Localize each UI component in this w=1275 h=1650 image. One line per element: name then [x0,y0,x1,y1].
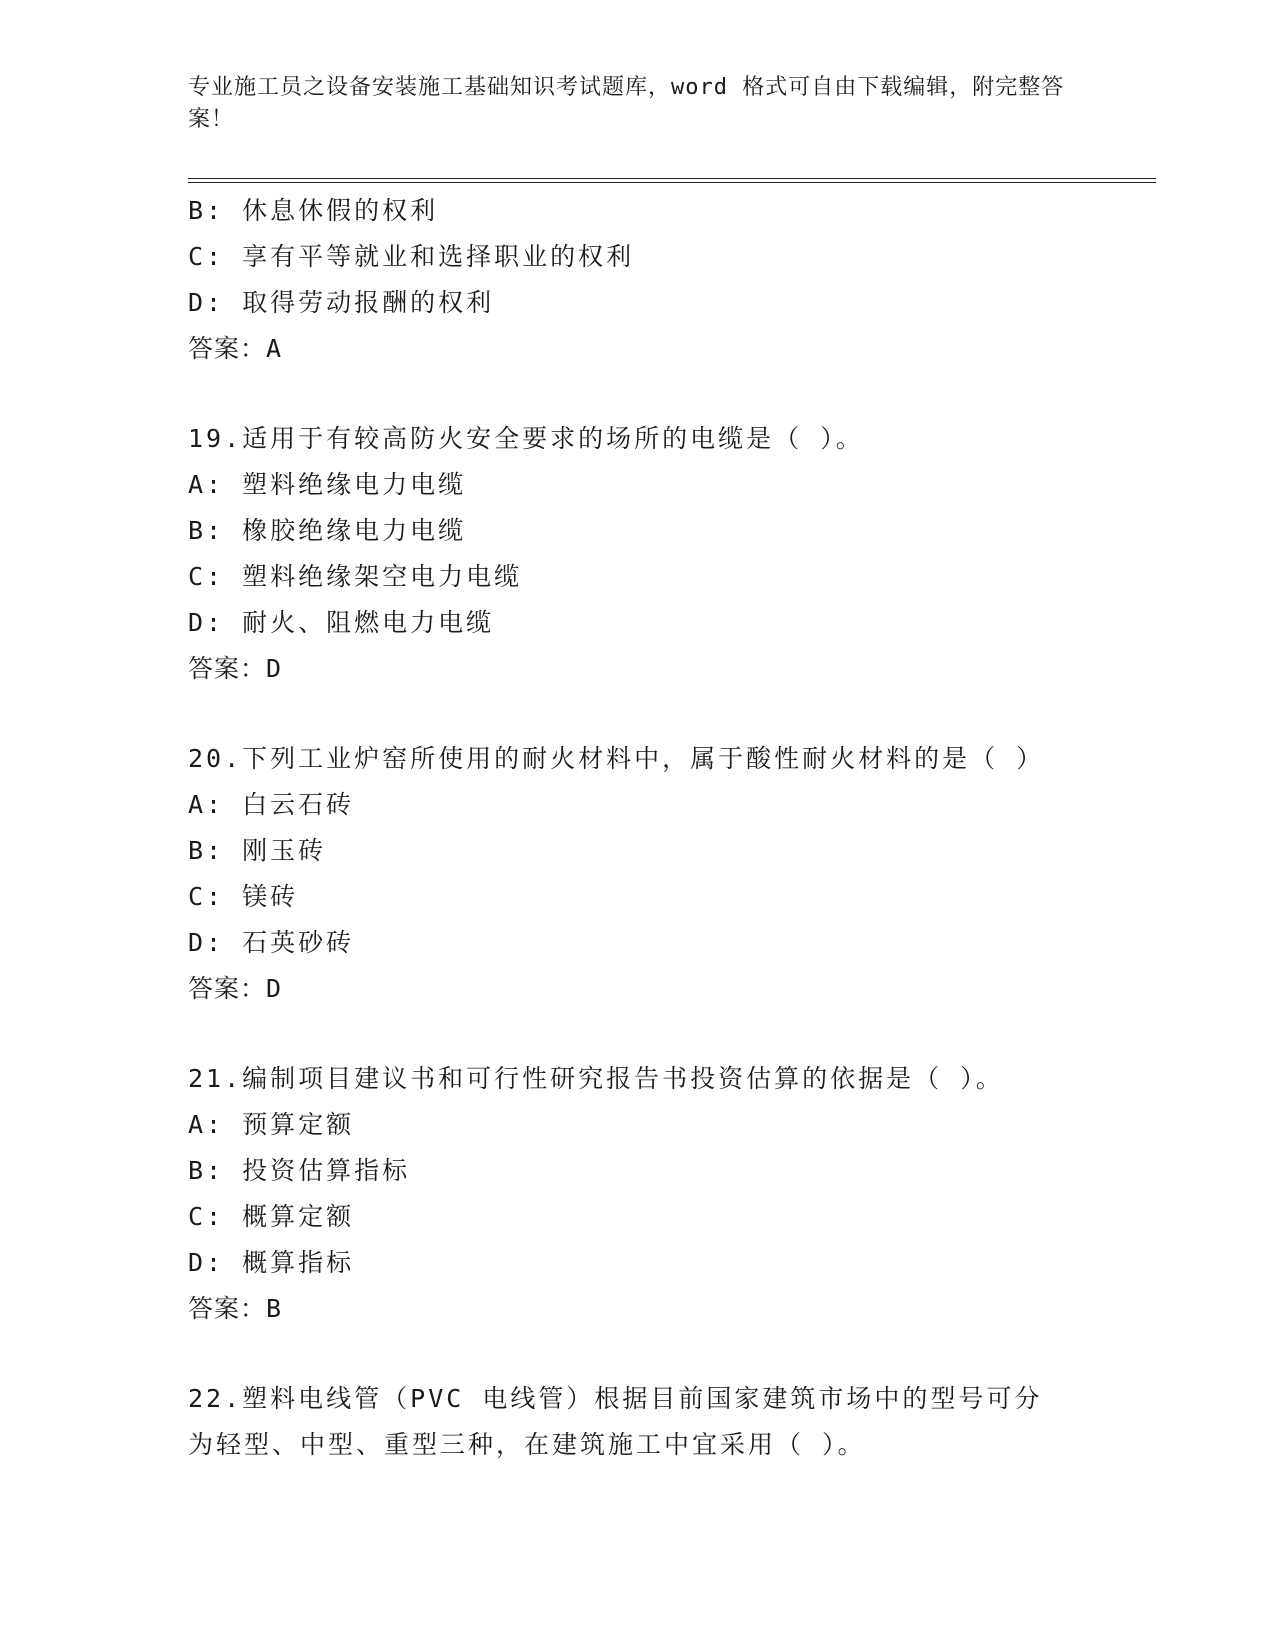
answer-value: D [266,974,283,1003]
question-block-19 [188,416,1156,692]
answer-label: 答案： [188,1294,267,1323]
option-a: A: 塑料绝缘电力电缆 [188,470,467,499]
question-block-20 [188,736,1156,1012]
option-c: C: 塑料绝缘架空电力电缆 [188,562,523,591]
option-c: C: 概算定额 [188,1202,355,1231]
answer-label: 答案： [188,334,267,363]
option-a: A: 白云石砖 [188,790,355,819]
option-c: C: 享有平等就业和选择职业的权利 [188,242,635,271]
option-b: B: 刚玉砖 [188,836,327,865]
question-block-22 [188,1376,1156,1468]
answer-line [188,646,1156,692]
question-list [188,188,1156,1512]
option-d: D: 石英砂砖 [188,928,355,957]
question-text: 22.塑料电线管（PVC 电线管）根据目前国家建筑市场中的型号可分为轻型、中型、重型三种，在建筑施工中宜采用（ ）。 [188,1384,1043,1459]
option-a: A: 预算定额 [188,1110,355,1139]
question-text: 21.编制项目建议书和可行性研究报告书投资估算的依据是（ ）。 [188,1064,1004,1093]
answer-value: A [266,334,283,363]
answer-value: B [266,1294,283,1323]
question-text: 20.下列工业炉窑所使用的耐火材料中，属于酸性耐火材料的是（ ） [188,744,1045,773]
header-divider [188,178,1156,183]
option-b: B: 投资估算指标 [188,1156,411,1185]
answer-line [188,1286,1156,1332]
page-header [188,72,1068,136]
option-b: B: 休息休假的权利 [188,196,439,225]
answer-label: 答案： [188,974,267,1003]
option-d: D: 概算指标 [188,1248,355,1277]
question-block-21 [188,1056,1156,1332]
option-d: D: 取得劳动报酬的权利 [188,288,495,317]
question-text: 19.适用于有较高防火安全要求的场所的电缆是（ ）。 [188,424,864,453]
answer-label: 答案： [188,654,267,683]
answer-value: D [266,654,283,683]
answer-line [188,326,1156,372]
option-d: D: 耐火、阻燃电力电缆 [188,608,495,637]
option-b: B: 橡胶绝缘电力电缆 [188,516,467,545]
answer-line [188,966,1156,1012]
document-title: 专业施工员之设备安装施工基础知识考试题库，word 格式可自由下载编辑，附完整答案！ [188,75,1065,132]
option-c: C: 镁砖 [188,882,299,911]
question-block-18 [188,188,1156,372]
